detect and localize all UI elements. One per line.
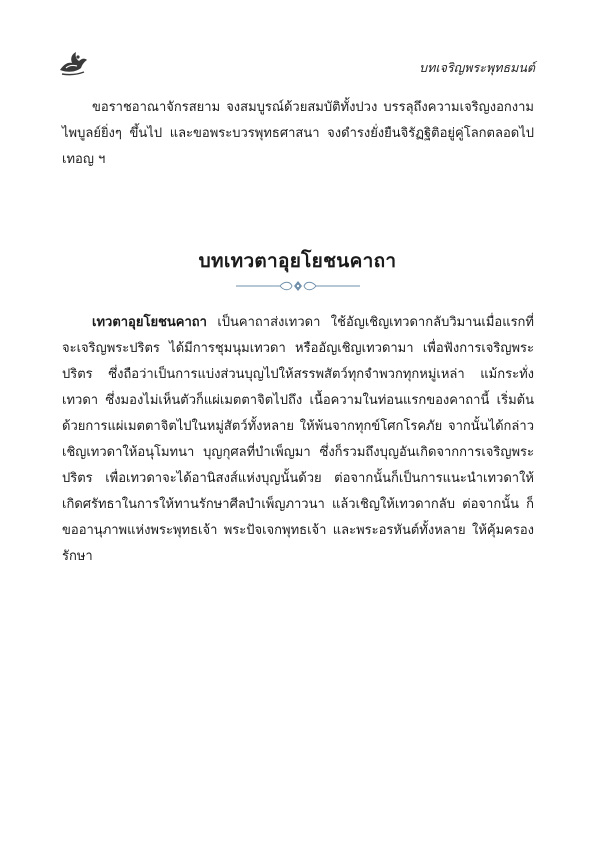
section-title: บทเทวตาอุยโยชนคาถา: [198, 250, 397, 272]
section-body-paragraph: [62, 310, 534, 570]
intro-paragraph: ขอราชอาณาจักรสยาม จงสมบูรณ์ด้วยสมบัติทั้งปวง บรรลุถึงความเจริญงอกงามไพบูลย์ยิ่งๆ ขึ้นไป และขอพระบวรพุทธศาสนา จงดำรงยั่งยืนจิรัฏฐิติอยู่คู่โลกตลอดไป เทอญ ฯ: [62, 100, 534, 167]
running-header-title: บทเจริญพระพุทธมนต์: [419, 60, 535, 75]
divider-ornament-icon: [236, 278, 360, 292]
lead-term: เทวตาอุยโยชนคาถา: [92, 315, 207, 330]
page-header: [0, 0, 595, 90]
lotus-emblem-icon: [56, 48, 90, 78]
section-body-text: เป็นคาถาส่งเทวดา ใช้อัญเชิญเทวดากลับวิมานเมื่อแรกที่จะเจริญพระปริตร ได้มีการชุมนุมเทวดา หรืออัญเชิญเทวดามา เพื่อฟังการเจริญพระปริตร ซึ่งถือว่าเป็นการแบ่งส่วนบุญไปให้สรรพสัตว์ทุกจำพวกทุกหมู่เหล่า แม้กระทั่งเทวดา ซึ่งมองไม่เห็นตัวก็แผ่เมตตาจิตไปถึง เนื้อความในท่อนแรกของคาถานี้ เริ่มต้นด้วยการแผ่เมตตาจิตไปในหมู่สัตว์ทั้งหลาย ให้พ้นจากทุกข์โศกโรคภัย จากนั้นได้กล่าวเชิญเทวดาให้อนุโมทนา บุญกุศลที่บำเพ็ญมา ซึ่งก็รวมถึงบุญอันเกิดจากการเจริญพระปริตร เพื่อเทวดาจะได้อานิสงส์แห่งบุญนั้นด้วย ต่อจากนั้นก็เป็นการแนะนำเทวดาให้เกิดศรัทธาในการให้ทานรักษาศีลบำเพ็ญภาวนา แล้วเชิญให้เทวดากลับ ต่อจากนั้น ก็ขออานุภาพแห่งพระพุทธเจ้า พระปัจเจกพุทธเจ้า และพระอรหันต์ทั้งหลาย ให้คุ้มครองรักษา: [62, 315, 534, 564]
